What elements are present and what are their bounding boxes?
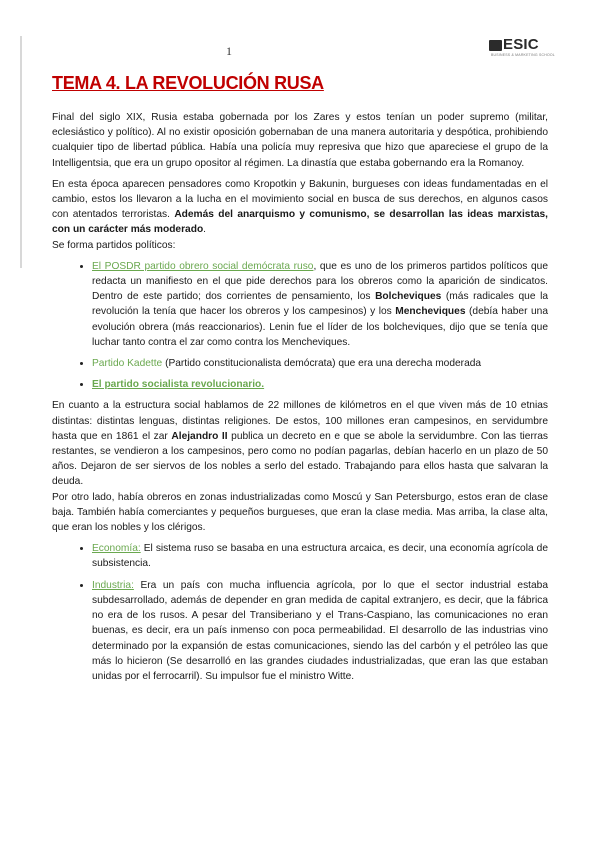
- posdr-text-c: (debía haber una evolución obrera (más reaccionarios). Lenin fue el líder de los bolcheviques, dijo que se tenía que luchar tanto contra el zar como contra los Mencheviques.: [92, 306, 548, 348]
- logo-text: ESIC: [503, 36, 539, 53]
- logo-mark-icon: [489, 40, 502, 51]
- logo-subtext: BUSINESS & MARKETING SCHOOL: [491, 53, 555, 57]
- mencheviques-bold: Mencheviques: [395, 306, 466, 318]
- economy-list: [52, 541, 548, 684]
- industria-label: Industria:: [92, 579, 134, 591]
- thinkers-text: En esta época aparecen pensadores como Kropotkin y Bakunin, burgueses con ideas fundamentadas en el cambio, estos los llevaron a la lucha en el movimiento social en busca de sus derechos, en algunos casos con atentados terroristas.: [52, 178, 548, 221]
- social-text-a: En cuanto a la estructura social hablamos de 22 millones de kilómetros en el que viven más de 10 etnias distintas: distintas lenguas, distintas religiones. De estos, 100 millones eran campesinos, en servidumbre hasta que en 1861 el zar: [52, 400, 548, 442]
- posdr-text-a: , que es uno de los primeros partidos políticos que redacta un manifiesto en el que pide derechos para los obreros como la aparición de sindicatos. Dentro de este partido; dos corrientes de pensamiento, los: [92, 260, 548, 303]
- alejandro-bold: Alejandro II: [171, 430, 228, 442]
- kadette-text: (Partido constitucionalista demócrata) que era una derecha moderada: [162, 358, 482, 370]
- thinkers-paragraph: [52, 177, 548, 238]
- parties-list: [52, 259, 548, 393]
- list-item-posdr: [92, 259, 548, 350]
- socialista-name: El partido socialista revolucionario.: [92, 379, 265, 391]
- kadette-name: Partido Kadette: [92, 358, 163, 370]
- social-text-b: publica un decreto en e que se abole la servidumbre. Con las tierras restantes, se vendieron a los campesinos, pero como no podían pagarlas, debían hacerlo en un plazo de 50 años. Dejaron de ser siervos de los nobles a serlo del estado. Trabajando para ellos hasta que salvaran la deuda.: [52, 430, 548, 488]
- social-paragraph-2: Por otro lado, había obreros en zonas industrializadas como Moscú y San Petersburgo, estos eran de clase baja. También había comerciantes y pequeños burgueses, que eran la clase media. Mas arriba, la clase alta, que eran los nobles y los clérigos.: [52, 491, 548, 534]
- list-item-kadette: [92, 356, 548, 371]
- page-number: 1: [226, 44, 232, 58]
- document-body: [52, 110, 548, 690]
- economia-label: Economía:: [92, 543, 141, 555]
- industria-text: Era un país con mucha influencia agrícola, por lo que el sector industrial estaba subdesarrollado, además de depender en gran medida de capital extranjero, es decir, que la fábrica no era de los rusos. A pesar del Transiberiano y el Trans-Caspiano, las comunicaciones no eran buenas, es decir, era un país inmenso con poca permeabilidad. El desarrollo de las industrias vino determinado por la expansión de estas comunicaciones, siendo las del carbón y el petróleo las que más lo hicieron (Se desarrolló en las grandes ciudades industrializadas, que eran las que estaban unidas por el ferrocarril). Su impulsor fue el ministro Witte.: [92, 579, 548, 682]
- esic-logo: [489, 36, 555, 61]
- parties-intro: Se forma partidos políticos:: [52, 239, 176, 251]
- marxism-bold: Además del anarquismo y comunismo, se desarrollan las ideas marxistas, con un carácter más moderado: [52, 209, 548, 236]
- posdr-name: El POSDR partido obrero social demócrata ruso: [92, 260, 314, 272]
- page-title: TEMA 4. LA REVOLUCIÓN RUSA: [52, 73, 324, 93]
- economia-text: El sistema ruso se basaba en una estructura arcaica, es decir, una economía agrícola de subsistencia.: [92, 543, 548, 570]
- list-item-economia: [92, 541, 548, 571]
- thinkers-end: .: [203, 224, 207, 236]
- list-item-socialista: [92, 377, 548, 392]
- intro-paragraph: Final del siglo XIX, Rusia estaba gobernada por los Zares y estos tenían un poder supremo (militar, eclesiástico y político). Al no existir oposición gobernaban de una manera autoritaria y despótica, prohibiendo cualquier tipo de libertad pública. Había una policía muy represiva que hizo que apareciese el grupo de la Intelligentsia, que era un grupo opositor al régimen. La dinastía que estaba gobernando era la Romanoy.: [52, 112, 548, 169]
- bolcheviques-bold: Bolcheviques: [375, 291, 442, 303]
- list-item-industria: [92, 578, 548, 684]
- social-paragraph-1: [52, 398, 548, 489]
- posdr-text-b: (más radicales que la revolución la tenía que hacer los obreros y los campesinos) y los: [92, 291, 548, 318]
- margin-rule: [20, 36, 22, 268]
